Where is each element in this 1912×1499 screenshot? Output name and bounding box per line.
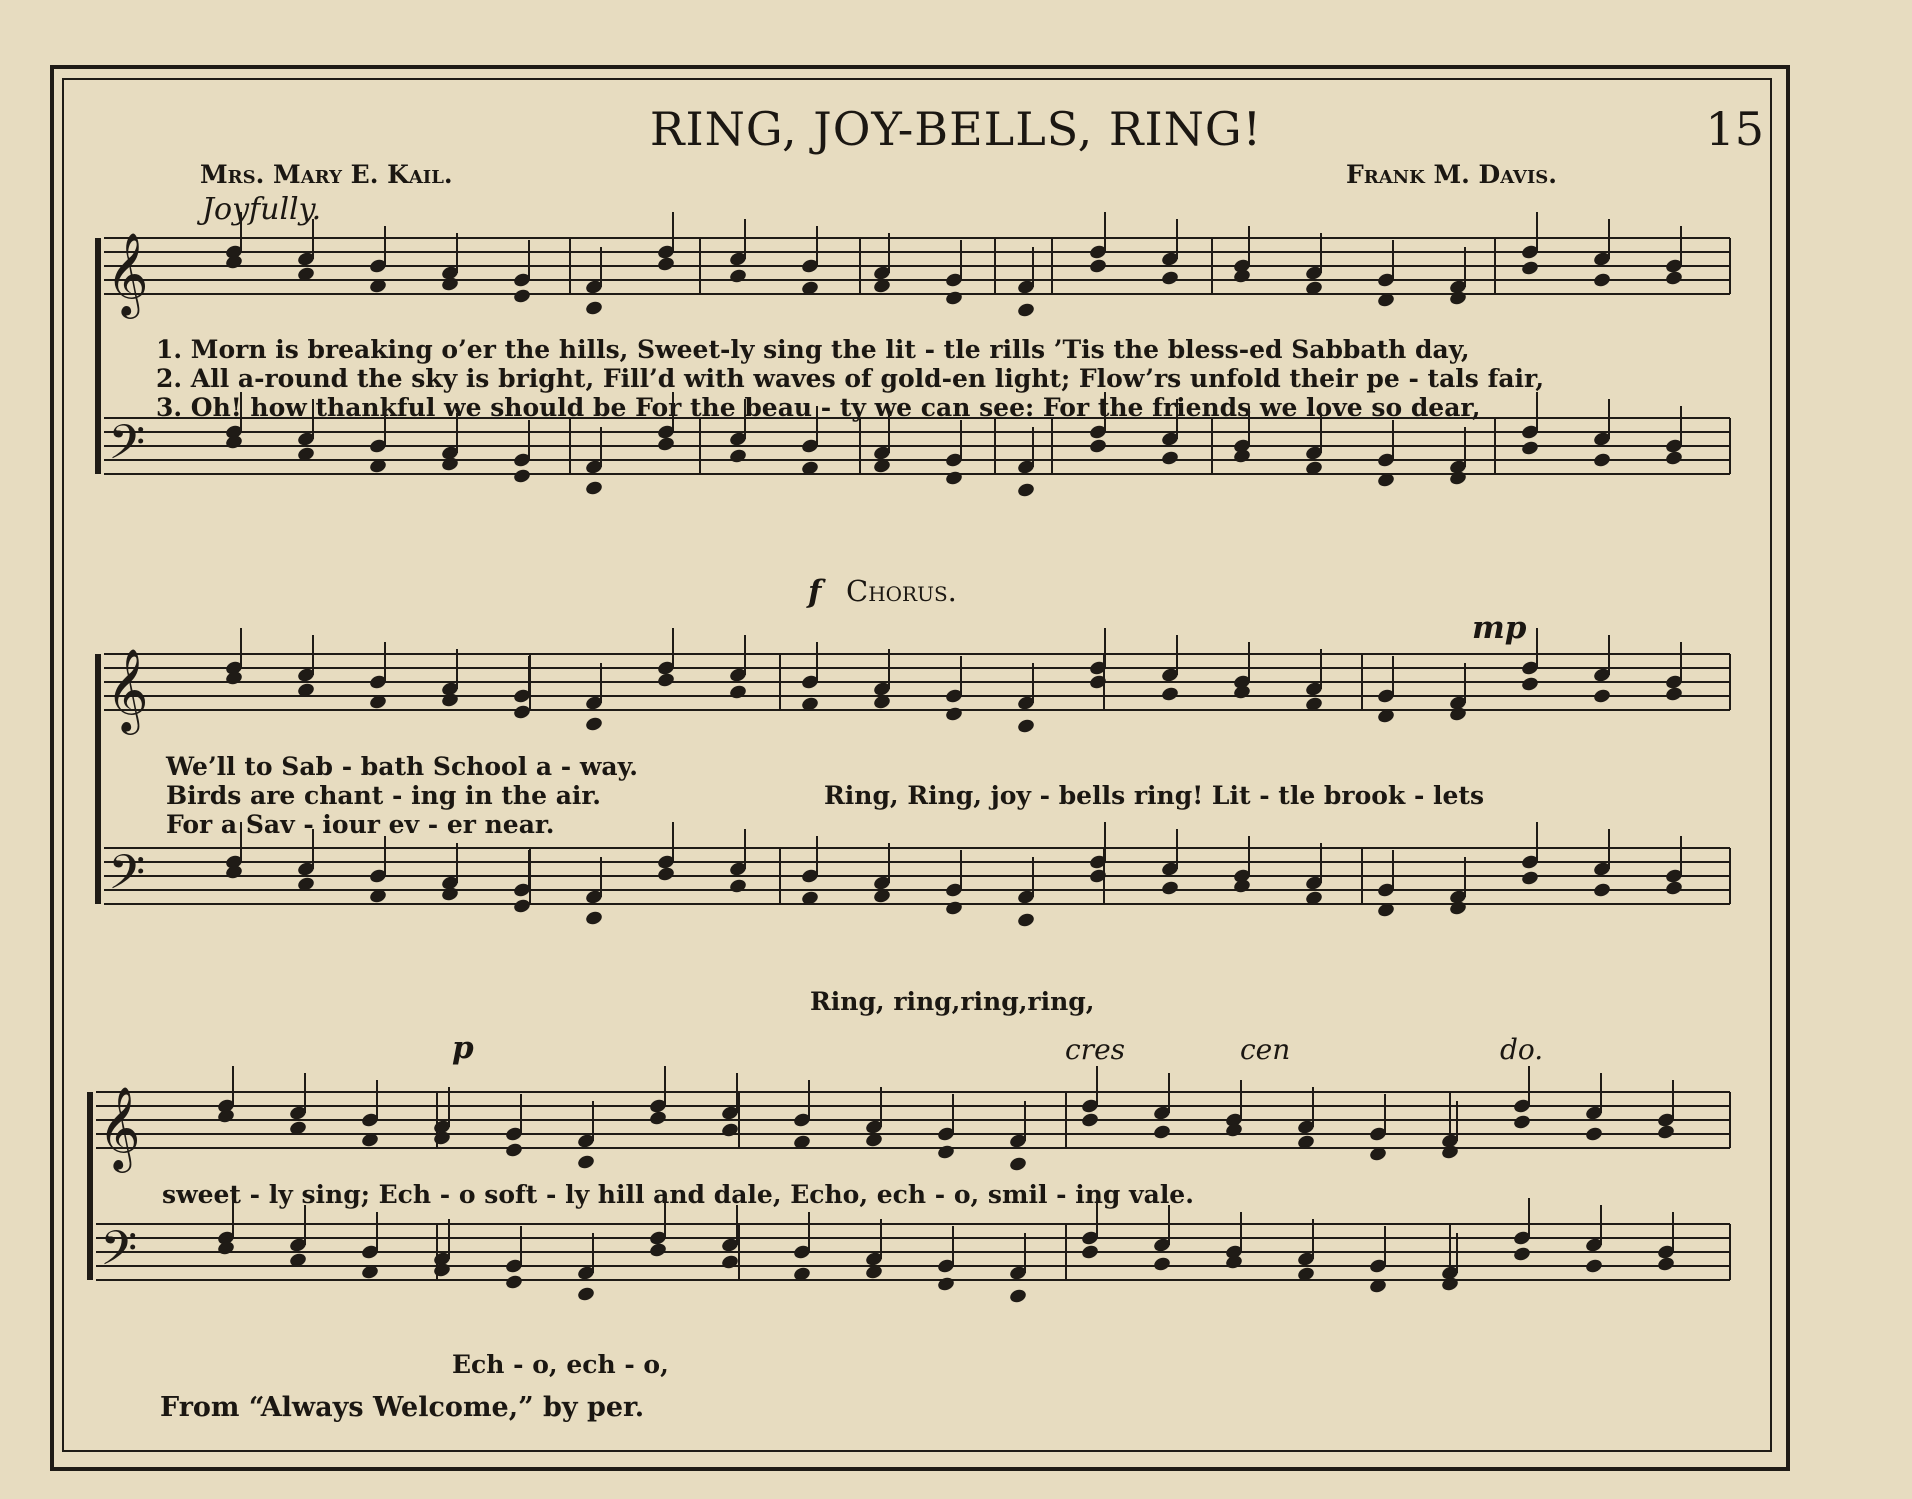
system-3-treble-notehead	[1656, 1124, 1675, 1141]
verse-2-lyrics: 2. All a-round the sky is bright, Fill’d with waves of gold-en light; Flow’rs unfold their pe - tals fair,	[156, 364, 1545, 393]
chorus-label: Chorus.	[846, 574, 957, 608]
system-3-bass-notehead	[432, 1262, 451, 1279]
system-2-treble-notehead	[728, 684, 747, 701]
system-1-treble-notehead	[1592, 272, 1611, 289]
system-2-bass-notehead	[1016, 912, 1035, 929]
system-3-lyrics: sweet - ly sing; Ech - o soft - ly hill and dale, Echo, ech - o, smil - ing vale.	[162, 1180, 1194, 1209]
system-2-treble-notehead	[1592, 688, 1611, 705]
verse-3-ending: For a Sav - iour ev - er near.	[166, 810, 555, 839]
system-3-treble-notehead	[1080, 1112, 1099, 1129]
system-1-bass-notehead	[440, 456, 459, 473]
system-3-treble-notehead	[504, 1142, 523, 1159]
system-2-bass-notehead	[584, 910, 603, 927]
system-2-treble-notehead	[1448, 706, 1467, 723]
system-1-treble-notehead	[1448, 290, 1467, 307]
composer-credit: Frank M. Davis.	[1346, 160, 1557, 189]
system-3-bass-notehead	[504, 1274, 523, 1291]
verse-1-ending: We’ll to Sab - bath School a - way.	[166, 752, 638, 781]
system-1-treble-notehead	[1664, 270, 1683, 287]
system-1-bass-notehead	[1520, 440, 1539, 457]
system-1-bass-notehead	[512, 468, 531, 485]
system-2-treble-clef: 𝄞	[106, 647, 149, 731]
system-2-treble-notehead	[440, 692, 459, 709]
system-3-treble-notehead	[432, 1130, 451, 1147]
dynamic-piano: p	[452, 1030, 474, 1066]
system-2-treble-notehead	[584, 716, 603, 733]
system-1-bass-notehead	[1448, 470, 1467, 487]
system-2-treble-notehead	[1016, 718, 1035, 735]
system-1-bass-notehead	[656, 436, 675, 453]
system-1-bass-notehead	[1160, 450, 1179, 467]
system-2-bass-notehead	[944, 900, 963, 917]
verse-2-ending: Birds are chant - ing in the air.	[166, 781, 601, 810]
system-1-bass-notehead	[1016, 482, 1035, 499]
system-3-bass-notehead	[720, 1254, 739, 1271]
system-3-treble-notehead	[1512, 1114, 1531, 1131]
system-2-treble-notehead	[1664, 686, 1683, 703]
crescendo-part-3: do.	[1500, 1033, 1544, 1066]
system-2-treble-notehead	[512, 704, 531, 721]
system-3-bass-notehead	[1440, 1276, 1459, 1293]
system-2-bass-notehead	[656, 866, 675, 883]
system-3-treble-notehead	[936, 1144, 955, 1161]
system-1-bass-notehead	[1088, 438, 1107, 455]
system-3-bass-notehead	[936, 1276, 955, 1293]
lyricist-credit: Mrs. Mary E. Kail.	[200, 160, 453, 189]
verse-1-lyrics: 1. Morn is breaking o’er the hills, Sweet-ly sing the lit - tle rills ’Tis the bless-ed Sabbath day,	[156, 335, 1470, 364]
system-3-bass-notehead	[576, 1286, 595, 1303]
system-3-bass-notehead	[1584, 1258, 1603, 1275]
bass-chorus-lyrics: Ring, ring,ring,ring,	[810, 987, 1095, 1016]
staves-group	[90, 212, 1730, 1304]
system-2-treble-notehead	[1160, 686, 1179, 703]
page-number: 15	[1705, 102, 1764, 156]
system-3-treble-clef: 𝄞	[98, 1085, 141, 1169]
system-2-bass-notehead	[1664, 880, 1683, 897]
chorus-lyrics: Ring, Ring, joy - bells ring! Lit - tle brook - lets	[824, 781, 1485, 810]
system-3-bass-notehead	[1656, 1256, 1675, 1273]
crescendo-part-2: cen	[1240, 1033, 1291, 1066]
system-1-treble-notehead	[728, 268, 747, 285]
system-3-bass-notehead	[1152, 1256, 1171, 1273]
system-3-bass-notehead	[648, 1242, 667, 1259]
system-1-treble-notehead	[1088, 258, 1107, 275]
system-3-bass-clef: 𝄢	[100, 1220, 138, 1288]
tempo-marking: Joyfully.	[202, 192, 322, 227]
system-2-bass-notehead	[512, 898, 531, 915]
system-2-treble-notehead	[1520, 676, 1539, 693]
system-1-bass-notehead	[944, 470, 963, 487]
system-3-treble-notehead	[1440, 1144, 1459, 1161]
system-3-bass-notehead	[1512, 1246, 1531, 1263]
system-3-treble-notehead	[1008, 1156, 1027, 1173]
system-3-treble-notehead	[576, 1154, 595, 1171]
system-1-treble-notehead	[1160, 270, 1179, 287]
bass-echo-lyrics: Ech - o, ech - o,	[452, 1350, 669, 1379]
verse-3-lyrics: 3. Oh! how thankful we should be For the beau - ty we can see: For the friends we love so dear,	[156, 393, 1481, 422]
system-2-treble-notehead	[656, 672, 675, 689]
system-1-bass-notehead	[728, 448, 747, 465]
song-title: RING, JOY-BELLS, RING!	[649, 102, 1263, 156]
system-3-bass-notehead	[1080, 1244, 1099, 1261]
system-2-bass-clef: 𝄢	[108, 844, 146, 912]
system-2-bass-notehead	[440, 886, 459, 903]
system-2-bass-notehead	[1592, 882, 1611, 899]
system-3-bass-notehead	[1008, 1288, 1027, 1305]
system-2-bass-notehead	[728, 878, 747, 895]
system-3-treble-notehead	[1584, 1126, 1603, 1143]
system-1-bass-notehead	[1664, 450, 1683, 467]
system-1-treble-notehead	[944, 290, 963, 307]
system-1-treble-notehead	[512, 288, 531, 305]
system-1-treble-notehead	[1016, 302, 1035, 319]
source-attribution: From “Always Welcome,” by per.	[160, 1392, 645, 1423]
system-1-treble-notehead	[656, 256, 675, 273]
system-2-bass-notehead	[1160, 880, 1179, 897]
system-1-treble-notehead	[584, 300, 603, 317]
dynamic-mezzo-piano: mp	[1472, 610, 1527, 646]
system-1-treble-notehead	[1520, 260, 1539, 277]
system-3-treble-notehead	[1152, 1124, 1171, 1141]
system-2-treble-notehead	[944, 706, 963, 723]
crescendo-part-1: cres	[1065, 1033, 1126, 1066]
system-1-bass-clef: 𝄢	[108, 414, 146, 482]
system-3-treble-notehead	[720, 1122, 739, 1139]
system-2-bass-notehead	[1448, 900, 1467, 917]
system-1-bass-notehead	[1592, 452, 1611, 469]
system-3-treble-notehead	[648, 1110, 667, 1127]
system-1-treble-notehead	[440, 276, 459, 293]
system-1-bass-notehead	[584, 480, 603, 497]
system-2-bass-notehead	[1520, 870, 1539, 887]
dynamic-forte: f	[808, 574, 822, 610]
system-1-treble-clef: 𝄞	[106, 231, 149, 315]
